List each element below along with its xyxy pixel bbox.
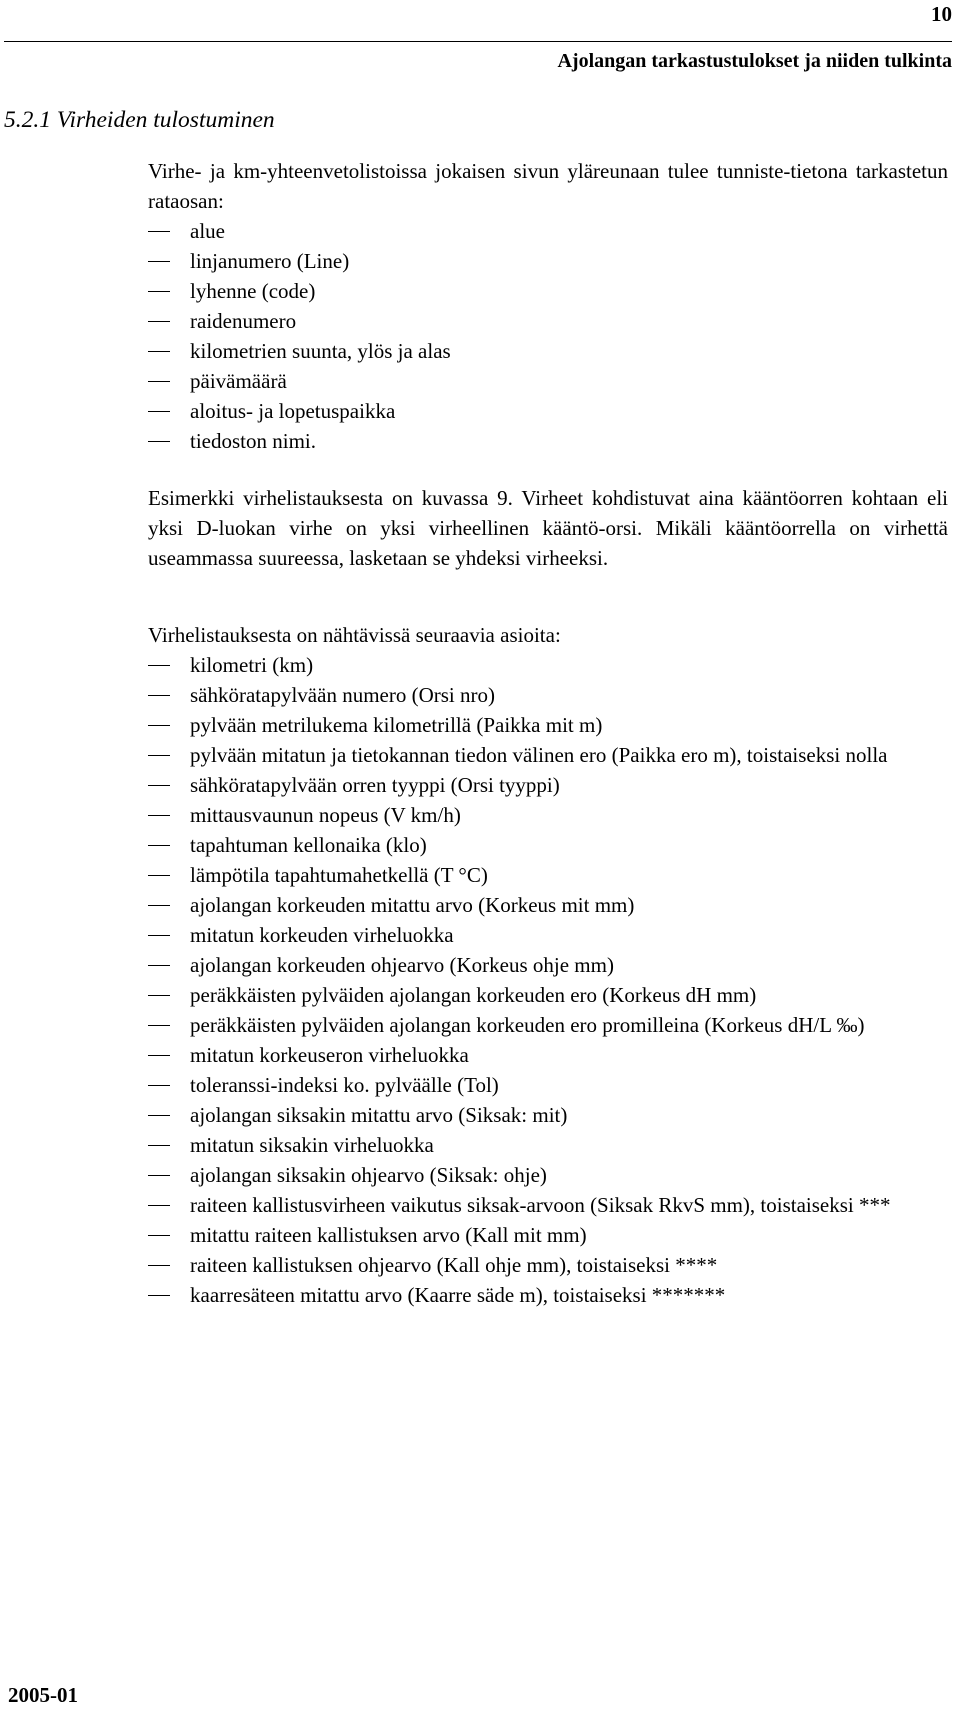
list-item: aloitus- ja lopetuspaikka <box>148 396 948 426</box>
contents-block <box>148 620 948 1310</box>
section-title: 5.2.1 Virheiden tulostuminen <box>4 107 275 133</box>
list-item: päivämäärä <box>148 366 948 396</box>
list-item: sähköratapylvään numero (Orsi nro) <box>148 680 948 710</box>
list-item: alue <box>148 216 948 246</box>
running-header: Ajolangan tarkastustulokset ja niiden tulkinta <box>557 50 952 72</box>
intro-block <box>148 156 948 456</box>
list-item: pylvään mitatun ja tietokannan tiedon välinen ero (Paikka ero m), toistaiseksi nolla <box>148 740 948 770</box>
list-item: mitattu raiteen kallistuksen arvo (Kall mit mm) <box>148 1220 948 1250</box>
list-item: kilometrien suunta, ylös ja alas <box>148 336 948 366</box>
list-item: mittausvaunun nopeus (V km/h) <box>148 800 948 830</box>
list-item: ajolangan korkeuden mitattu arvo (Korkeus mit mm) <box>148 890 948 920</box>
list-item: toleranssi-indeksi ko. pylväälle (Tol) <box>148 1070 948 1100</box>
track-info-list <box>148 216 948 456</box>
list-item: pylvään metrilukema kilometrillä (Paikka mit m) <box>148 710 948 740</box>
example-block <box>148 483 948 573</box>
contents-paragraph: Virhelistauksesta on nähtävissä seuraavia asioita: <box>148 623 561 647</box>
list-item: raiteen kallistusvirheen vaikutus siksak-arvoon (Siksak RkvS mm), toistaiseksi *** <box>148 1190 948 1220</box>
error-listing-fields <box>148 650 948 1310</box>
list-item: mitatun siksakin virheluokka <box>148 1130 948 1160</box>
list-item: kilometri (km) <box>148 650 948 680</box>
list-item: mitatun korkeuden virheluokka <box>148 920 948 950</box>
list-item: raiteen kallistuksen ohjearvo (Kall ohje mm), toistaiseksi **** <box>148 1250 948 1280</box>
list-item: linjanumero (Line) <box>148 246 948 276</box>
list-item: ajolangan korkeuden ohjearvo (Korkeus ohje mm) <box>148 950 948 980</box>
list-item: kaarresäteen mitattu arvo (Kaarre säde m), toistaiseksi ******* <box>148 1280 948 1310</box>
list-item: tapahtuman kellonaika (klo) <box>148 830 948 860</box>
list-item: sähköratapylvään orren tyyppi (Orsi tyyppi) <box>148 770 948 800</box>
list-item: tiedoston nimi. <box>148 426 948 456</box>
list-item: ajolangan siksakin mitattu arvo (Siksak: mit) <box>148 1100 948 1130</box>
list-item: peräkkäisten pylväiden ajolangan korkeuden ero (Korkeus dH mm) <box>148 980 948 1010</box>
list-item: peräkkäisten pylväiden ajolangan korkeuden ero promilleina (Korkeus dH/L ‰) <box>148 1010 948 1040</box>
page-number: 10 <box>931 2 952 26</box>
example-paragraph: Esimerkki virhelistauksesta on kuvassa 9. Virheet kohdistuvat aina kääntöorren kohtaan eli yksi D-luokan virhe on yksi virheellinen kääntö-orsi. Mikäli kääntöorrella on virhettä useammassa suureessa, lasketaan se yhdeksi virheeksi. <box>148 486 948 570</box>
list-item: ajolangan siksakin ohjearvo (Siksak: ohje) <box>148 1160 948 1190</box>
header-rule <box>4 41 952 42</box>
footer-date: 2005-01 <box>8 1683 78 1707</box>
list-item: mitatun korkeuseron virheluokka <box>148 1040 948 1070</box>
intro-paragraph: Virhe- ja km-yhteenvetolistoissa jokaisen sivun yläreunaan tulee tunniste-tietona tarkastetun rataosan: <box>148 159 948 213</box>
list-item: lämpötila tapahtumahetkellä (T °C) <box>148 860 948 890</box>
list-item: lyhenne (code) <box>148 276 948 306</box>
list-item: raidenumero <box>148 306 948 336</box>
